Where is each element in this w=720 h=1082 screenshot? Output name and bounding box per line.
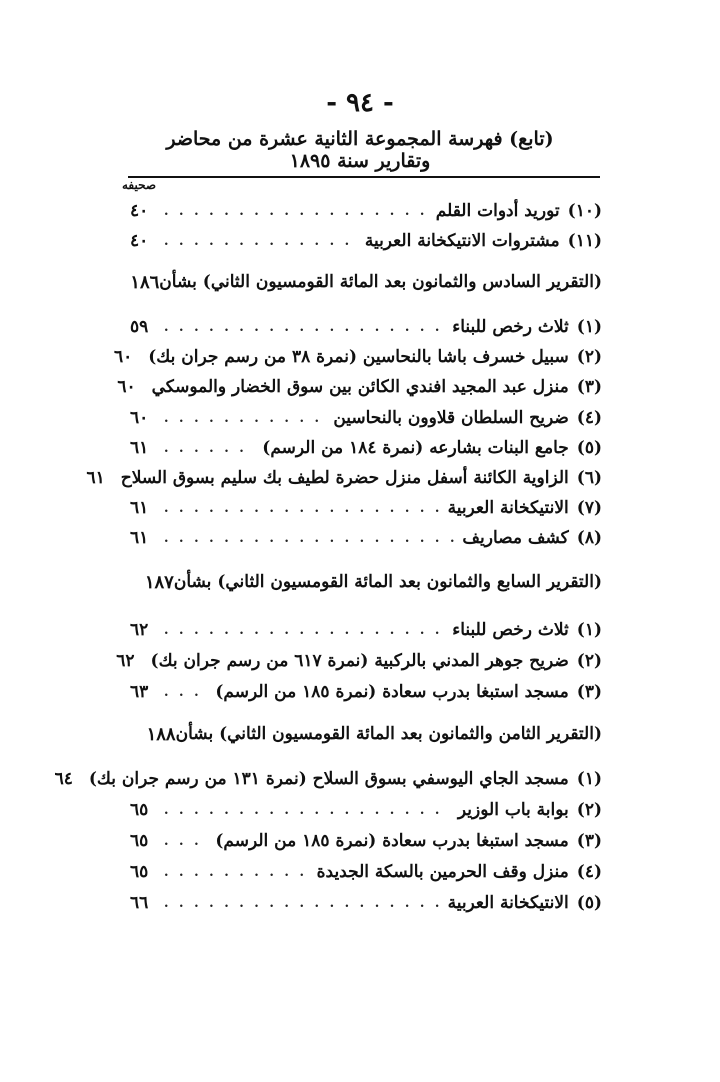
entry-page: ٦٠ [130,408,149,428]
entry-number: (٢) [576,347,602,367]
entry-number: (٧) [576,498,602,518]
toc-entry [130,888,602,918]
entry-number: (٣) [576,377,602,397]
entry-page: ٦٠ [117,377,136,397]
toc-entry [54,764,602,794]
entry-title: كشف مصاريف [462,528,569,548]
leader-dots [164,441,254,456]
entry-title: مشتروات الانتيكخانة العربية [364,231,560,251]
entry-number: (٢) [576,800,602,820]
leader-dots [164,834,207,849]
leader-dots [164,320,444,335]
entry-page: ٦٦ [130,893,149,913]
entry-title: مسجد استبغا بدرب سعادة (نمرة ١٨٥ من الرسم) [215,831,569,851]
entry-number: (٥) [576,438,602,458]
entry-number: (١) [576,620,602,640]
entry-number: (١٠) [567,201,602,221]
toc-entry [113,342,602,372]
entry-title: ضريح السلطان قلاوون بالنحاسين [333,408,569,428]
entry-number: (١) [576,317,602,337]
entry-title: توريد أدوات القلم [435,201,560,221]
entry-number: (٤) [576,408,602,428]
entry-page: ٦١ [130,498,149,518]
entry-page: ٦٤ [54,769,73,789]
report-heading-text: (التقرير الثامن والثمانون بعد المائة القومسيون الثاني) بشأن [175,724,602,744]
toc-entry [130,826,602,856]
report-heading-text: (التقرير السادس والثمانون بعد المائة القومسيون الثاني) بشأن [159,272,602,292]
entry-title: جامع البنات بشارعه (نمرة ١٨٤ من الرسم) [262,438,569,458]
entry-number: (١١) [567,231,602,251]
entry-page: ٦٣ [130,682,149,702]
entry-title: ثلاث رخص للبناء [452,620,569,640]
toc-entry [86,463,602,493]
leader-dots [164,204,428,219]
leader-dots [164,623,444,638]
report-heading [148,718,602,750]
entry-title: مسجد استبغا بدرب سعادة (نمرة ١٨٥ من الرسم) [215,682,569,702]
entry-title: الانتيكخانة العربية [447,893,569,913]
toc-entry [130,196,602,226]
entry-page: ٦٥ [130,831,149,851]
leader-dots [164,531,454,546]
entry-title: بوابة باب الوزير [457,800,569,820]
entry-page: ٦١ [86,468,105,488]
entry-page: ٤٠ [130,201,149,221]
toc-entry [130,795,602,825]
report-number: ١٨٨ [146,723,176,745]
toc-entry [117,372,602,402]
entry-title: مسجد الجاي اليوسفي بسوق السلاح (نمرة ١٣١ من رسم جران بك) [88,769,569,789]
toc-entry [130,493,602,523]
leader-dots [164,411,325,426]
entry-title: الزاوية الكائنة أسفل منزل حضرة لطيف بك سليم بسوق السلاح [120,468,569,488]
entry-page: ٦٥ [130,862,149,882]
entry-page: ٤٠ [130,231,149,251]
entry-number: (١) [576,769,602,789]
entry-number: (٨) [576,528,602,548]
entry-page: ٦١ [130,438,149,458]
report-heading-text: (التقرير السابع والثمانون بعد المائة القومسيون الثاني) بشأن [173,572,602,592]
leader-dots [164,896,440,911]
running-title: (تابع) فهرسة المجموعة الثانية عشرة من محاضر وتقارير سنة ١٨٩٥ [166,128,554,172]
entry-number: (٣) [576,682,602,702]
entry-page: ٥٩ [130,317,149,337]
entry-page: ٦٠ [113,347,133,367]
toc-entry [130,677,602,707]
entry-page: ٦١ [130,528,149,548]
report-heading [144,566,602,598]
entry-number: (٣) [576,831,602,851]
entry-title: منزل وقف الحرمين بالسكة الجديدة [316,862,569,882]
report-heading [130,266,602,298]
entry-number: (٥) [576,893,602,913]
header-rule [128,176,600,178]
entry-title: منزل عبد المجيد افندي الكائن بين سوق الخضار والموسكي [151,377,569,397]
entry-page: ٦٥ [130,800,149,820]
entry-page: ٦٢ [130,620,149,640]
toc-entry [116,646,602,676]
entry-title: ثلاث رخص للبناء [452,317,569,337]
toc-entry [130,523,602,553]
toc-entry [130,433,602,463]
entry-title: سبيل خسرف باشا بالنحاسين (نمرة ٣٨ من رسم جران بك) [148,347,569,367]
toc-entry [130,312,602,342]
leader-dots [164,865,309,880]
report-number: ١٨٦ [130,271,160,293]
toc-entry [130,403,602,433]
page-number: - ٩٤ - [326,88,394,118]
entry-page: ٦٢ [116,651,135,671]
leader-dots [164,685,207,700]
toc-entry [130,226,602,256]
leader-dots [164,234,357,249]
leader-dots [164,803,450,818]
entry-title: الانتيكخانة العربية [447,498,569,518]
toc-entry [130,857,602,887]
report-number: ١٨٧ [144,571,174,593]
page-column-heading: صحيفه [122,178,157,192]
toc-entry [130,615,602,645]
entry-number: (٢) [576,651,602,671]
entry-title: ضريح جوهر المدني بالركبية (نمرة ٦١٧ من رسم جران بك) [150,651,569,671]
entry-number: (٤) [576,862,602,882]
entry-number: (٦) [576,468,602,488]
leader-dots [164,501,440,516]
